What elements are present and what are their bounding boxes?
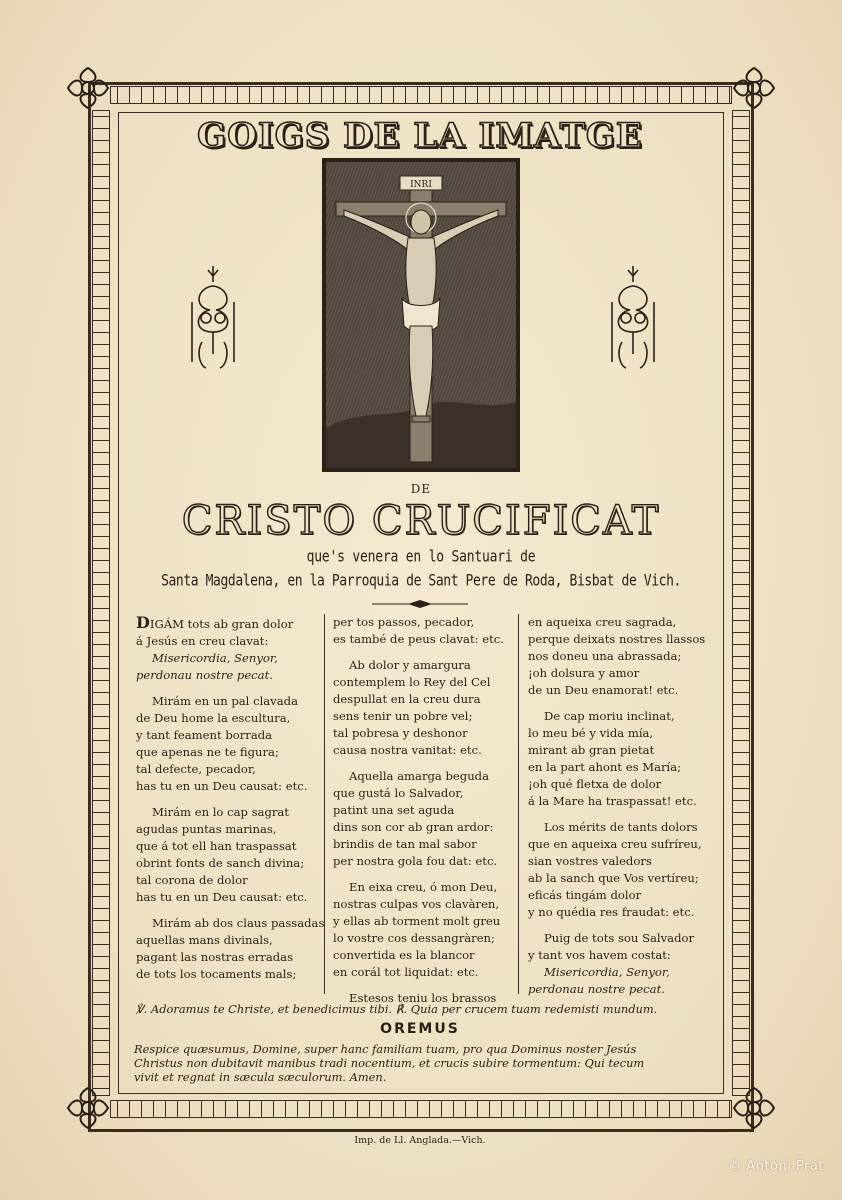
verse-line: y ellas ab torment molt greu xyxy=(333,914,501,928)
oremus-prayer xyxy=(134,1042,714,1084)
column-divider-1 xyxy=(324,614,325,994)
verse-line: perdonau nostre pecat. xyxy=(528,982,665,996)
verse-line: eficás tingám dolor xyxy=(528,888,642,902)
verse-line: brindis de tan mal sabor xyxy=(333,837,477,851)
stanza-gap xyxy=(528,921,718,930)
verse-line: en aqueixa creu sagrada, xyxy=(528,615,677,629)
stanza-gap xyxy=(528,699,718,708)
verse-line: sian vostres valedors xyxy=(528,854,652,868)
oremus-line: vivit et regnat in sæcula sæculorum. Amen. xyxy=(134,1070,387,1084)
verse-column-1 xyxy=(136,613,325,983)
verse-line: á la Mare ha traspassat! etc. xyxy=(528,794,697,808)
border-band-left xyxy=(92,110,110,1096)
subtitle-line-1: que's venera en lo Santuari de xyxy=(306,548,536,567)
stanza-gap xyxy=(333,759,513,768)
verse-line: perdonau nostre pecat. xyxy=(136,668,273,682)
stanza-gap xyxy=(136,795,322,804)
main-title: CRISTO CRUCIFICAT xyxy=(181,498,661,544)
scroll-ornament-left xyxy=(186,262,240,378)
stanza-gap xyxy=(136,906,322,915)
verse-line: ¡oh dolsura y amor xyxy=(528,666,640,680)
verse-line: En eixa creu, ó mon Deu, xyxy=(349,880,498,894)
column-divider-2 xyxy=(518,614,519,994)
verse-line: tal corona de dolor xyxy=(136,873,248,887)
verse-line: Estesos teniu los brassos xyxy=(349,991,497,1005)
copyright-watermark: © Antoni Prat xyxy=(728,1159,824,1174)
verse-line: per nostra gola fou dat: etc. xyxy=(333,854,498,868)
verse-line: de un Deu enamorat! etc. xyxy=(528,683,679,697)
verse-column-2 xyxy=(333,614,513,1007)
corner-ornament-top-right xyxy=(730,64,778,112)
verse-line: agudas puntas marinas, xyxy=(136,822,277,836)
verse-line: Mirám en lo cap sagrat xyxy=(152,805,290,819)
verse-line: ¡oh qué fletxa de dolor xyxy=(528,777,662,791)
stanza-gap xyxy=(528,810,718,819)
verse-line: que á tot ell han traspassat xyxy=(136,839,297,853)
verse-line: ab la sanch que Vos vertíreu; xyxy=(528,871,699,885)
page-title: GOIGS DE LA IMATGE xyxy=(197,116,643,156)
stanza-gap xyxy=(333,870,513,879)
verse-line: en la part ahont es María; xyxy=(528,760,682,774)
stanza-gap xyxy=(333,648,513,657)
verse-line: y tant vos havem costat: xyxy=(528,948,671,962)
verse-line: lo meu bé y vida mía, xyxy=(528,726,654,740)
verse-line: tal pobresa y deshonor xyxy=(333,726,468,740)
verse-line: perque deixats nostres llassos xyxy=(528,632,706,646)
verse-line: per tos passos, pecador, xyxy=(333,615,475,629)
verse-line: dins son cor ab gran ardor: xyxy=(333,820,494,834)
subtitle-line-2: Santa Magdalena, en la Parroquia de Sant Pere de Roda, Bisbat de Vich. xyxy=(161,572,681,591)
verse-line: has tu en un Deu causat: etc. xyxy=(136,890,308,904)
verse-line: convertida es la blancor xyxy=(333,948,475,962)
verse-line: nostras culpas vos clavàren, xyxy=(333,897,500,911)
verse-line: es també de peus clavat: etc. xyxy=(333,632,504,646)
verse-line xyxy=(136,614,322,633)
verse-line: nos doneu una abrassada; xyxy=(528,649,682,663)
verse-line: pagant las nostras erradas xyxy=(136,950,294,964)
verse-line: tal defecte, pecador, xyxy=(136,762,256,776)
verse-line: Misericordia, Senyor, xyxy=(544,965,670,979)
verse-line: patint una set aguda xyxy=(333,803,455,817)
verse-line: lo vostre cos dessangràren; xyxy=(333,931,495,945)
border-band-top xyxy=(110,86,732,104)
verse-line: has tu en un Deu causat: etc. xyxy=(136,779,308,793)
border-band-bottom xyxy=(110,1100,732,1118)
oremus-heading: OREMUS xyxy=(380,1021,460,1037)
title-de: DE xyxy=(410,482,432,496)
verse-line: que apenas ne te figura; xyxy=(136,745,279,759)
oremus-line: Respice quæsumus, Domine, super hanc familiam tuam, pro qua Dominus noster Jesús xyxy=(134,1042,637,1056)
verse-line: Aquella amarga beguda xyxy=(349,769,490,783)
verse-line: y no quédia res fraudat: etc. xyxy=(528,905,695,919)
verse-line: de tots los tocaments mals; xyxy=(136,967,297,981)
inri-plaque: INRI xyxy=(410,180,432,190)
verse-line: en corál tot liquidat: etc. xyxy=(333,965,479,979)
verse-line: contemplem lo Rey del Cel xyxy=(333,675,491,689)
corner-ornament-bottom-left xyxy=(64,1084,112,1132)
corner-ornament-bottom-right xyxy=(730,1084,778,1132)
verse-text: IGÁM tots ab gran dolor xyxy=(149,617,294,631)
border-band-right xyxy=(732,110,750,1096)
corner-ornament-top-left xyxy=(64,64,112,112)
scroll-ornament-right xyxy=(606,262,660,378)
verse-column-3 xyxy=(528,614,718,998)
verse-line: y tant feament borrada xyxy=(136,728,273,742)
crucifix-engraving xyxy=(322,158,520,472)
ornamental-rule xyxy=(372,600,468,608)
verse-line: Misericordia, Senyor, xyxy=(152,651,278,665)
verse-line: causa nostra vanitat: etc. xyxy=(333,743,482,757)
verse-line: obrint fonts de sanch divina; xyxy=(136,856,305,870)
verse-line: De cap moriu inclinat, xyxy=(544,709,675,723)
printer-imprint: Imp. de Ll. Anglada.—Vich. xyxy=(354,1135,486,1146)
verse-line: Puig de tots sou Salvador xyxy=(544,931,695,945)
verse-line: Mirám ab dos claus passadas xyxy=(152,916,325,930)
verse-line: que gustá lo Salvador, xyxy=(333,786,464,800)
verse-line: de Deu home la escultura, xyxy=(136,711,291,725)
versicle-response: ℣. Adoramus te Christe, et benedicimus tibi. ℟. Quia per crucem tuam redemisti mundum. xyxy=(136,1002,658,1016)
verse-line: mirant ab gran pietat xyxy=(528,743,655,757)
stanza-gap xyxy=(333,981,513,990)
verse-line: Mirám en un pal clavada xyxy=(152,694,298,708)
verse-line: aquellas mans divinals, xyxy=(136,933,273,947)
verse-line: á Jesús en creu clavat: xyxy=(136,634,269,648)
verse-line: despullat en la creu dura xyxy=(333,692,481,706)
stanza-gap xyxy=(136,684,322,693)
verse-line: sens tenir un pobre vel; xyxy=(333,709,473,723)
oremus-line: Christus non dubitavit manibus tradi nocentium, et crucis subire tormentum: Qui tecum xyxy=(134,1056,645,1070)
verse-line: Ab dolor y amargura xyxy=(349,658,471,672)
verse-line: que en aqueixa creu sufríreu, xyxy=(528,837,702,851)
verse-line: Los mérits de tants dolors xyxy=(544,820,698,834)
drop-cap: D xyxy=(136,613,150,632)
